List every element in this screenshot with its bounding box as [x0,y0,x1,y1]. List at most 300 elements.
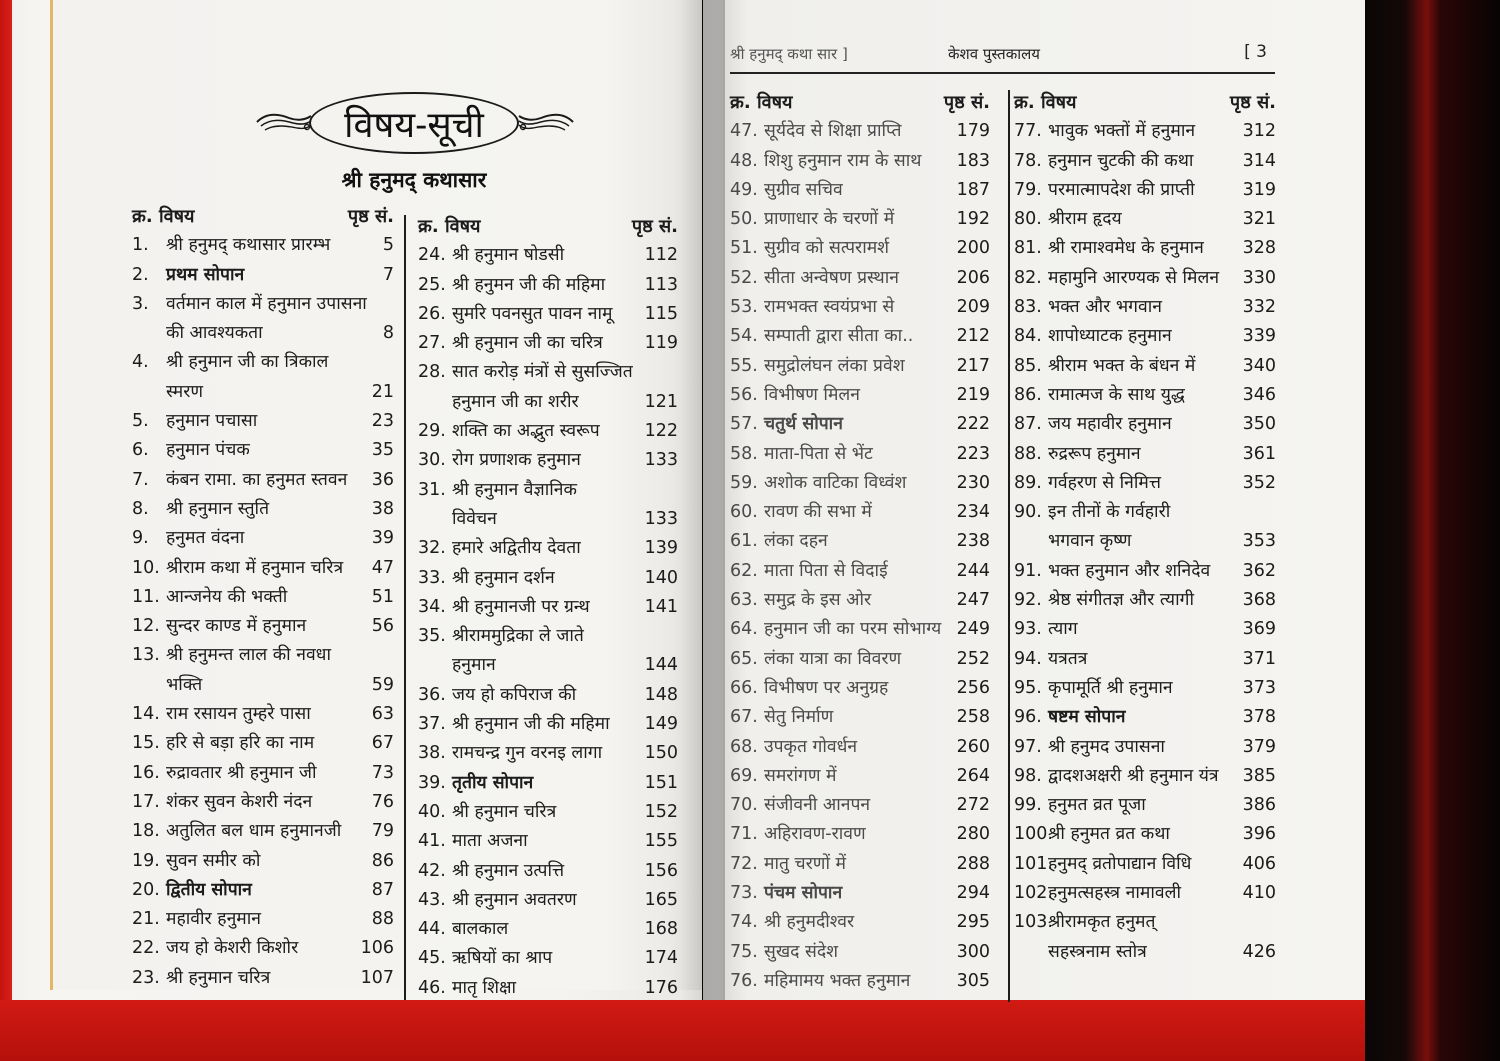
entry-page: 340 [1242,355,1276,376]
entry-number: 92. [1014,590,1042,611]
entry-title: श्री रामाश्वमेध के हनुमान [1048,238,1204,259]
entry-number: 89. [1014,472,1042,493]
entry-number: 8. [132,498,149,519]
toc-entry [730,205,990,234]
entry-number: 39. [418,772,446,793]
entry-page: 258 [956,707,990,728]
entry-title: सात करोड़ मंत्रों से सुसज्जित [452,362,633,383]
toc-entry [418,593,678,622]
toc-entry [418,944,678,973]
entry-page: 247 [956,590,990,611]
entry-title: रुद्रावतार श्री हनुमान जी [166,762,317,783]
entry-page: 330 [1242,267,1276,288]
entry-title-continued: सहस्त्रनाम स्तोत्र [1048,941,1147,962]
entry-page: 426 [1242,941,1276,962]
entry-page: 352 [1242,472,1276,493]
entry-number: 88. [1014,443,1042,464]
toc-entry [730,176,990,205]
entry-title: राम रसायन तुम्हरे पासा [166,704,311,725]
entry-title: रामचन्द्र गुन वरनइ लागा [452,743,603,764]
entry-page: 300 [956,941,990,962]
entry-title: हरि से बड़ा हरि का नाम [166,733,315,754]
toc-entry [418,974,678,1003]
entry-title: समुद्र के इस ओर [764,590,872,611]
header-page: पृष्ठ सं. [347,206,394,227]
entry-number: 29. [418,421,446,442]
entry-page: 252 [956,648,990,669]
entry-title: संजीवनी आनपन [764,795,871,816]
entry-title: जय महावीर हनुमान [1048,414,1172,435]
entry-page: 165 [644,889,678,910]
entry-page: 295 [956,912,990,933]
entry-number: 61. [730,531,758,552]
entry-number: 26. [418,303,446,324]
toc-entry [132,641,394,700]
entry-number: 48. [730,150,758,171]
entry-title: यत्रतत्र [1048,648,1088,669]
header-num: क्र. [730,92,751,113]
entry-title: शापोध्याटक हनुमान [1048,326,1172,347]
entry-number: 79. [1014,179,1042,200]
entry-page: 152 [644,801,678,822]
toc-entry [132,583,394,612]
entry-number: 7. [132,469,149,490]
entry-title: कृपामूर्ति श्री हनुमान [1048,677,1173,698]
entry-title: श्री हनुमद उपासना [1048,736,1165,757]
entry-page: 76 [371,791,394,812]
entry-title: अतुलित बल धाम हनुमानजी [166,821,342,842]
entry-number: 2. [132,264,149,285]
toc-entry [418,769,678,798]
entry-title: महावीर हनुमान [166,909,261,930]
entry-page: 73 [371,762,394,783]
entry-number: 17. [132,791,160,812]
toc-entry [730,410,990,439]
entry-title: हनुमत्सहस्त्र नामावली [1048,883,1181,904]
entry-page: 115 [644,303,678,324]
entry-number: 60. [730,502,758,523]
entry-page: 406 [1242,853,1276,874]
entry-number: 63. [730,590,758,611]
entry-page: 107 [360,967,394,988]
header-page: पृष्ठ सं. [631,216,678,237]
entry-title-continued: भगवान कृष्ण [1048,531,1132,552]
entry-title-continued: की आवश्यकता [166,323,263,344]
entry-page: 371 [1242,648,1276,669]
entry-page: 385 [1242,765,1276,786]
entry-number: 64. [730,619,758,640]
entry-number: 46. [418,977,446,998]
entry-number: 40. [418,801,446,822]
entry-page: 369 [1242,619,1276,640]
toc-entry [1014,586,1276,615]
entry-page: 139 [644,538,678,559]
toc-entry [418,534,678,563]
toc-entry [1014,176,1276,205]
flourish-right-icon [517,108,575,134]
entry-title: शंकर सुवन केशरी नंदन [166,791,313,812]
entry-page: 148 [644,684,678,705]
toc-entry [1014,352,1276,381]
entry-title: द्वादशअक्षरी श्री हनुमान यंत्र [1048,765,1219,786]
column-divider [404,215,406,1000]
entry-number: 24. [418,245,446,266]
toc-entry [418,329,678,358]
toc-entry [132,700,394,729]
entry-page: 155 [644,831,678,852]
entry-number: 86. [1014,384,1042,405]
entry-title: सूर्यदेव से शिक्षा प्राप्ति [764,121,902,142]
toc-entry [132,964,394,993]
entry-title: रामात्मज के साथ युद्ध [1048,384,1185,405]
toc-entry [418,886,678,915]
entry-title: श्रीराममुद्रिका ले जाते [452,626,584,647]
header-num: क्र. [418,216,439,237]
entry-number: 57. [730,414,758,435]
entry-title: श्री हनुमदीश्वर [764,912,855,933]
entry-number: 34. [418,596,446,617]
entry-number: 38. [418,743,446,764]
entry-number: 32. [418,538,446,559]
toc-entry [1014,322,1276,351]
toc-entry [132,847,394,876]
entry-number: 74. [730,912,758,933]
entry-page: 212 [956,326,990,347]
toc-entry [418,300,678,329]
entry-number: 54. [730,326,758,347]
toc-entry [730,264,990,293]
entry-title: सुग्रीव सचिव [764,179,843,200]
entry-page: 410 [1242,883,1276,904]
entry-page: 151 [644,772,678,793]
flourish-left-icon [255,108,313,134]
entry-number: 35. [418,626,446,647]
entry-title-continued: हनुमान [452,655,496,676]
entry-title: हमारे अद्वितीय देवता [452,538,581,559]
header-subject: विषय [756,92,793,113]
entry-page: 106 [360,938,394,959]
entry-number: 41. [418,831,446,852]
entry-number: 91. [1014,560,1042,581]
entry-number: 5. [132,411,149,432]
entry-page: 140 [644,567,678,588]
column-header [418,212,678,241]
entry-page: 260 [956,736,990,757]
entry-title: माता अजना [452,831,528,852]
entry-title: जय हो केशरी किशोर [166,938,299,959]
toc-entry [418,476,678,535]
toc-entry [418,681,678,710]
toc-entry [132,876,394,905]
entry-title: श्रीरामकृत हनुमत् [1048,912,1156,933]
entry-title: समुद्रोलंघन लंका प्रवेश [764,355,905,376]
entry-page: 264 [956,765,990,786]
book-cover-bottom [0,1000,1500,1061]
entry-page: 314 [1242,150,1276,171]
toc-entry [418,739,678,768]
entry-number: 78. [1014,150,1042,171]
entry-number: 44. [418,919,446,940]
entry-title: रुद्ररूप हनुमान [1048,443,1141,464]
entry-page: 321 [1242,209,1276,230]
toc-entry [132,759,394,788]
toc-title-block [255,90,575,154]
toc-entry [418,827,678,856]
entry-page: 56 [371,616,394,637]
entry-title: श्री हनुमान जी की महिमा [452,714,610,735]
entry-number: 59. [730,472,758,493]
entry-number: 52. [730,267,758,288]
entry-title: श्री हनुमद् कथासार प्रारम्भ [166,235,331,256]
toc-entry [730,938,990,967]
toc-entry [1014,205,1276,234]
toc-entry [730,733,990,762]
toc-entry [132,612,394,641]
toc-column-4 [1014,88,1276,967]
entry-title: श्री हनुमान स्तुति [166,498,270,519]
toc-entry [730,820,990,849]
entry-page: 353 [1242,531,1276,552]
toc-entry [730,117,990,146]
entry-page: 5 [382,235,394,256]
toc-entry [418,417,678,446]
entry-title: श्री हनुमान अवतरण [452,889,577,910]
entry-number: 69. [730,765,758,786]
toc-entry [1014,615,1276,644]
toc-entry [418,622,678,681]
entry-number: 95. [1014,677,1042,698]
entry-title: सुखद संदेश [764,941,839,962]
entry-page: 319 [1242,179,1276,200]
entry-page: 249 [956,619,990,640]
entry-title: लंका यात्रा का विवरण [764,648,902,669]
toc-entry [1014,469,1276,498]
toc-entry [418,271,678,300]
entry-number: 33. [418,567,446,588]
entry-number: 103. [1014,912,1053,933]
entry-number: 25. [418,274,446,295]
gutter-shadow [680,0,725,1000]
entry-title: श्री हनुमत व्रत कथा [1048,824,1170,845]
entry-title: विभीषण पर अनुग्रह [764,677,889,698]
entry-page: 122 [644,421,678,442]
entry-number: 98. [1014,765,1042,786]
toc-entry [1014,879,1276,908]
entry-page: 38 [371,498,394,519]
entry-page: 121 [644,391,678,412]
entry-number: 15. [132,733,160,754]
entry-title: रावण की सभा में [764,502,872,523]
entry-number: 90. [1014,502,1042,523]
entry-title: पंचम सोपान [764,883,843,904]
entry-title: कंबन रामा. का हनुमत स्तवन [166,469,348,490]
toc-entry [1014,147,1276,176]
toc-entry [1014,703,1276,732]
column-header [1014,88,1276,117]
entry-number: 53. [730,297,758,318]
entry-number: 82. [1014,267,1042,288]
entry-number: 45. [418,948,446,969]
entry-page: 187 [956,179,990,200]
entry-page: 396 [1242,824,1276,845]
entry-title: उपकृत गोवर्धन [764,736,858,757]
entry-page: 192 [956,209,990,230]
page-subtitle: श्री हनुमद् कथासार [341,168,487,192]
entry-page: 294 [956,883,990,904]
toc-entry [730,352,990,381]
toc-entry [730,615,990,644]
entry-number: 9. [132,528,149,549]
entry-page: 179 [956,121,990,142]
toc-entry [1014,674,1276,703]
toc-entry [418,241,678,270]
entry-number: 97. [1014,736,1042,757]
toc-entry [1014,117,1276,146]
toc-entry [418,446,678,475]
entry-number: 62. [730,560,758,581]
entry-title: लंका दहन [764,531,828,552]
entry-number: 87. [1014,414,1042,435]
entry-page: 350 [1242,414,1276,435]
entry-number: 22. [132,938,160,959]
entry-title: वर्तमान काल में हनुमान उपासना [166,293,367,314]
entry-title: भक्त हनुमान और शनिदेव [1048,560,1211,581]
entry-number: 19. [132,850,160,871]
header-page: पृष्ठ सं. [1229,92,1276,113]
entry-title: श्रीराम हृदय [1048,209,1122,230]
toc-entry [730,762,990,791]
toc-entry [730,322,990,351]
entry-page: 23 [371,411,394,432]
entry-number: 70. [730,795,758,816]
running-header-book: श्री हनुमद् कथा सार ] [730,45,848,63]
entry-number: 96. [1014,707,1042,728]
toc-entry [132,436,394,465]
entry-title: हनुमान चुटकी की कथा [1048,150,1194,171]
entry-title: मातु चरणों में [764,853,847,874]
entry-title: सम्पाती द्वारा सीता का.. [764,326,914,347]
toc-entry [132,524,394,553]
toc-entry [132,729,394,758]
entry-title: हनुमत व्रत पूजा [1048,795,1146,816]
entry-number: 84. [1014,326,1042,347]
entry-number: 42. [418,860,446,881]
toc-entry [730,381,990,410]
entry-page: 79 [371,821,394,842]
entry-title: श्री हनुमन जी की महिमा [452,274,606,295]
entry-title: सुमरि पवनसुत पावन नामू [452,303,613,324]
header-page: पृष्ठ सं. [943,92,990,113]
entry-page: 39 [371,528,394,549]
toc-column-1 [132,202,394,993]
toc-entry [418,798,678,827]
entry-page: 312 [1242,121,1276,142]
toc-entry [1014,645,1276,674]
entry-page: 362 [1242,560,1276,581]
entry-page: 386 [1242,795,1276,816]
entry-number: 30. [418,450,446,471]
entry-page: 176 [644,977,678,998]
entry-number: 77. [1014,121,1042,142]
entry-title: विभीषण मिलन [764,384,861,405]
entry-number: 93. [1014,619,1042,640]
entry-page: 8 [382,323,394,344]
entry-number: 85. [1014,355,1042,376]
toc-column-3 [730,88,990,996]
running-header-publisher: केशव पुस्तकालय [948,45,1041,63]
entry-title: श्रीराम कथा में हनुमान चरित्र [166,557,344,578]
entry-page: 133 [644,450,678,471]
entry-title: तृतीय सोपान [452,772,534,793]
entry-number: 28. [418,362,446,383]
entry-page: 119 [644,333,678,354]
entry-title: हनुमान पंचक [166,440,250,461]
entry-number: 36. [418,684,446,705]
entry-title: श्री हनुमन्त लाल की नवधा [166,645,331,666]
toc-entry [730,527,990,556]
entry-number: 47. [730,121,758,142]
entry-page: 113 [644,274,678,295]
entry-title: परमात्मापदेश की प्राप्ती [1048,179,1195,200]
entry-page: 378 [1242,707,1276,728]
toc-entry [1014,820,1276,849]
toc-entry [730,440,990,469]
entry-title: षष्टम सोपान [1048,707,1126,728]
entry-page: 47 [371,557,394,578]
toc-entry [1014,264,1276,293]
entry-number: 55. [730,355,758,376]
toc-entry [1014,293,1276,322]
entry-title-continued: भक्ति [166,674,203,695]
entry-title: श्री हनुमान जी का चरित्र [452,333,603,354]
toc-entry [1014,557,1276,586]
entry-page: 7 [382,264,394,285]
toc-entry [132,290,394,349]
toc-entry [132,905,394,934]
entry-page: 368 [1242,590,1276,611]
entry-title: सुग्रीव को सत्परामर्श [764,238,890,259]
entry-title: भक्त और भगवान [1048,297,1162,318]
entry-page: 373 [1242,677,1276,698]
entry-title: अहिरावण-रावण [764,824,866,845]
toc-entry [1014,381,1276,410]
entry-number: 12. [132,616,160,637]
entry-title: सीता अन्वेषण प्रस्थान [764,267,899,288]
entry-page: 238 [956,531,990,552]
entry-page: 339 [1242,326,1276,347]
entry-page: 112 [644,245,678,266]
entry-title: माता-पिता से भेंट [764,443,873,464]
entry-number: 10. [132,557,160,578]
entry-page: 217 [956,355,990,376]
entry-title: ऋषियों का श्राप [452,948,553,969]
column-header [730,88,990,117]
entry-title: आन्जनेय की भक्ती [166,586,288,607]
entry-number: 14. [132,704,160,725]
entry-number: 51. [730,238,758,259]
entry-page: 288 [956,853,990,874]
page-title: विषय-सूची [309,92,519,154]
toc-entry [730,850,990,879]
entry-title: माता पिता से विदाई [764,560,888,581]
toc-entry [1014,791,1276,820]
toc-entry [730,498,990,527]
toc-entry [730,557,990,586]
header-subject: विषय [444,216,481,237]
entry-title: अशोक वाटिका विध्वंश [764,472,907,493]
book-cover-right [1365,0,1500,1061]
toc-entry [132,466,394,495]
